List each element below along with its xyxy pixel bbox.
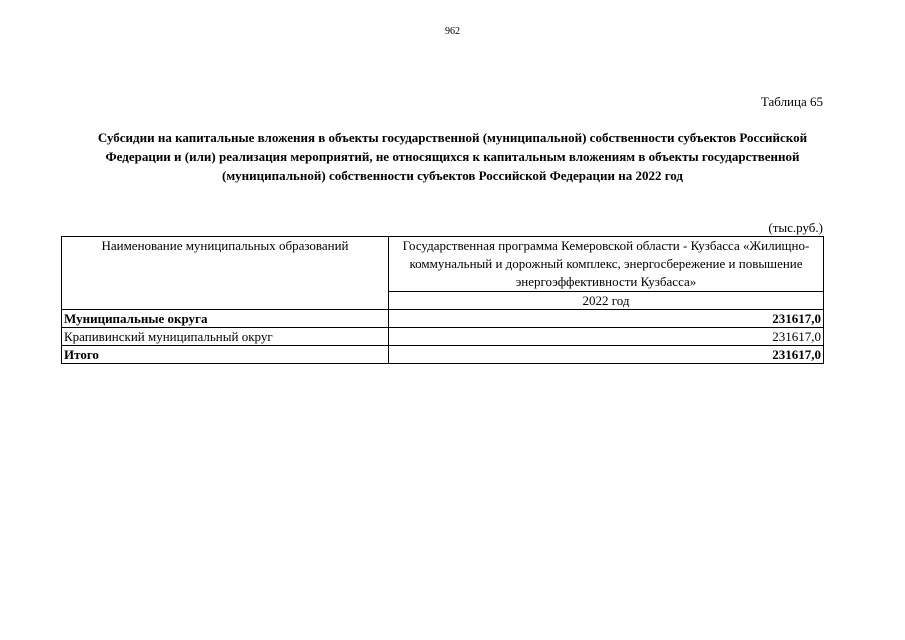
header-year: 2022 год <box>389 292 824 310</box>
row-name: Муниципальные округа <box>62 310 389 328</box>
table-row-total <box>62 346 824 364</box>
header-program: Государственная программа Кемеровской области - Кузбасса «Жилищно-коммунальный и дорожный комплекс, энергосбережение и повышение энергоэффективности Кузбасса» <box>389 237 824 292</box>
row-value: 231617,0 <box>389 346 824 364</box>
row-name: Итого <box>62 346 389 364</box>
header-municipality: Наименование муниципальных образований <box>62 237 389 310</box>
table-row <box>62 328 824 346</box>
page-number: 962 <box>445 26 460 37</box>
table-header-row <box>62 237 824 292</box>
units-label: (тыс.руб.) <box>768 220 823 235</box>
subsidy-table <box>61 236 824 364</box>
row-value: 231617,0 <box>389 310 824 328</box>
table-row <box>62 310 824 328</box>
row-name: Крапивинский муниципальный округ <box>62 328 389 346</box>
row-value: 231617,0 <box>389 328 824 346</box>
document-title: Субсидии на капитальные вложения в объекты государственной (муниципальной) собственности субъектов Российской Федерации и (или) реализация мероприятий, не относящихся к капитальным вложениям в объекты государственной (муниципальной) собственности субъектов Российской Федерации на 2022 год <box>97 130 808 183</box>
table-label: Таблица 65 <box>760 94 823 109</box>
